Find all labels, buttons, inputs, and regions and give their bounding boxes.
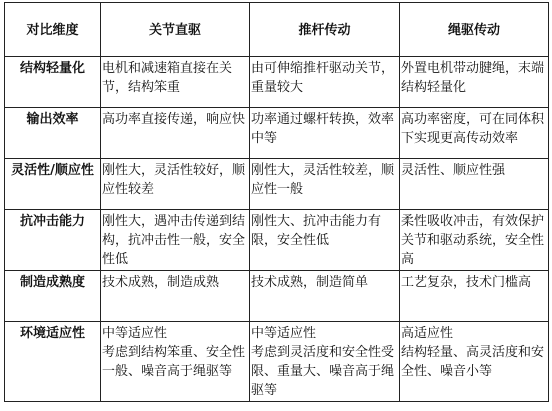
adaptability-reason: 考虑到灵活度和安全性受限、重量大、噪音高于绳驱等 — [251, 345, 395, 398]
cell-direct-drive — [101, 322, 250, 402]
row-dimension: 抗冲击能力 — [5, 210, 101, 271]
cell-pushrod-drive: 由可伸缩推杆驱动关节，重量较大 — [250, 57, 400, 108]
cell-pushrod-drive — [250, 322, 400, 402]
cell-cable-drive: 工艺复杂，技术门槛高 — [400, 271, 549, 322]
row-dimension: 灵活性/顺应性 — [5, 159, 101, 210]
table-row — [5, 271, 549, 322]
comparison-table — [4, 2, 549, 402]
row-dimension: 环境适应性 — [5, 322, 101, 402]
cell-direct-drive: 刚性大，灵活性较好，顺应性较差 — [101, 159, 250, 210]
table-row — [5, 210, 549, 271]
table-row — [5, 57, 549, 108]
cell-pushrod-drive: 刚性大，灵活性较差，顺应性一般 — [250, 159, 400, 210]
cell-direct-drive: 高功率直接传递，响应快 — [101, 108, 250, 159]
row-dimension: 结构轻量化 — [5, 57, 101, 108]
cell-cable-drive: 外置电机带动腱绳，末端结构轻量化 — [400, 57, 549, 108]
cell-direct-drive: 刚性大，遇冲击传递到结构，抗冲击性一般，安全性低 — [101, 210, 250, 271]
header-cable-drive: 绳驱传动 — [400, 3, 549, 57]
adaptability-level: 中等适应性 — [102, 326, 168, 341]
table-row — [5, 322, 549, 402]
adaptability-level: 高适应性 — [401, 326, 454, 341]
row-dimension: 制造成熟度 — [5, 271, 101, 322]
cell-cable-drive — [400, 322, 549, 402]
cell-pushrod-drive: 功率通过螺杆转换，效率中等 — [250, 108, 400, 159]
cell-cable-drive: 灵活性、顺应性强 — [400, 159, 549, 210]
cell-direct-drive: 电机和减速箱直接在关节，结构笨重 — [101, 57, 250, 108]
cell-direct-drive: 技术成熟，制造成熟 — [101, 271, 250, 322]
table-header-row — [5, 3, 549, 57]
cell-cable-drive: 柔性吸收冲击，有效保护关节和驱动系统，安全性高 — [400, 210, 549, 271]
table-row — [5, 108, 549, 159]
header-direct-drive: 关节直驱 — [101, 3, 250, 57]
cell-pushrod-drive: 技术成熟，制造简单 — [250, 271, 400, 322]
header-dimension: 对比维度 — [5, 3, 101, 57]
adaptability-reason: 结构轻量、高灵活度和安全性、噪音小等 — [401, 345, 545, 379]
table-row — [5, 159, 549, 210]
cell-pushrod-drive: 刚性大、抗冲击能力有限，安全性低 — [250, 210, 400, 271]
adaptability-reason: 考虑到结构笨重、安全性一般、噪音高于绳驱等 — [102, 345, 246, 379]
header-pushrod-drive: 推杆传动 — [250, 3, 400, 57]
row-dimension: 输出效率 — [5, 108, 101, 159]
adaptability-level: 中等适应性 — [251, 326, 317, 341]
cell-cable-drive: 高功率密度，可在同体积下实现更高传动效率 — [400, 108, 549, 159]
